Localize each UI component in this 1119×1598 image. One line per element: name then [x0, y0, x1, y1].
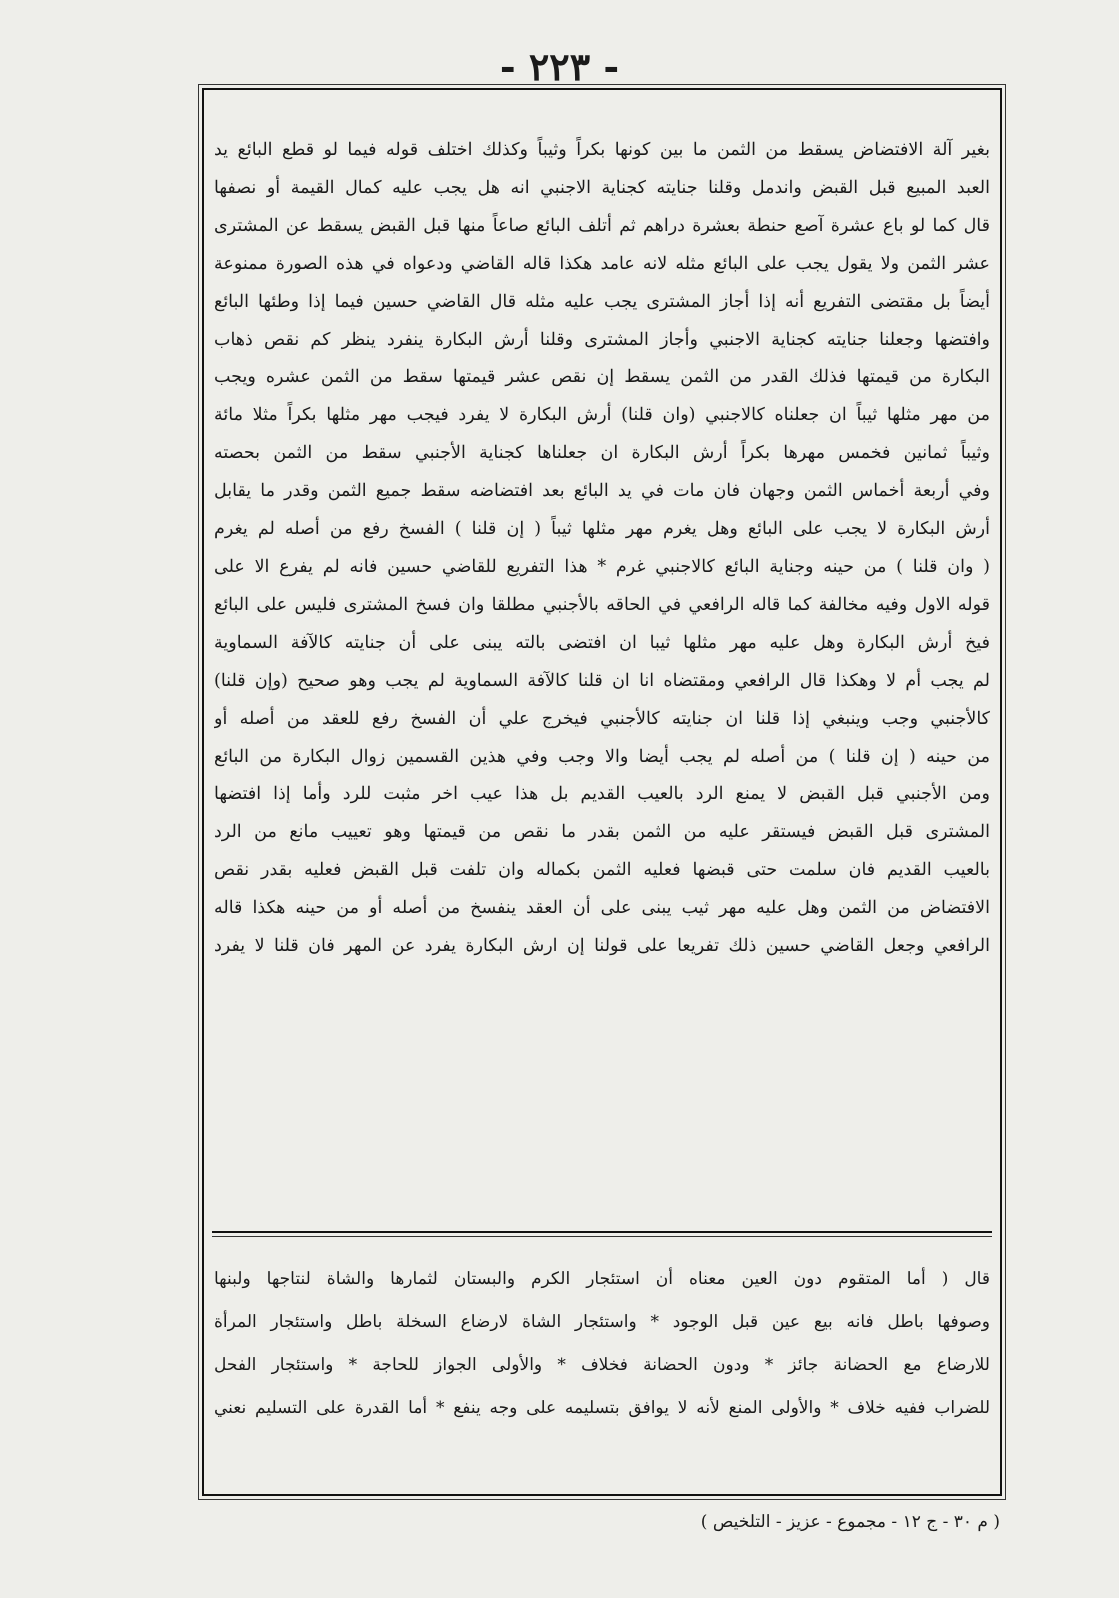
text-line: قوله الاول وفيه مخالفة كما قاله الرافعي في الحاقه بالأجنبي مطلقا وان فسخ المشترى فليس على البائع	[214, 594, 990, 615]
text-line: الافتضاض من الثمن وهل عليه مهر ثيب يبنى على أن العقد ينفسخ من أصله أو من حينه هكذا قاله	[214, 898, 990, 919]
text-line: بالعيب القديم فان سلمت حتى قبضها فعليه الثمن بكماله وان تلفت قبل القبض فعليه بقدر نقص	[214, 860, 990, 881]
section-divider	[212, 1236, 992, 1237]
text-line: قال كما لو باع عشرة آصع حنطة بعشرة دراهم ثم أتلف البائع صاعاً منها قبل القبض يسقط عن المشترى	[214, 215, 990, 236]
page-number: - ٢٢٣ -	[499, 44, 620, 89]
text-line: لم يجب أم لا وهكذا قال الرافعي ومقتضاه انا ان قلنا كالآفة السماوية لم يجب وهو صحيح (وإن قلنا)	[214, 670, 990, 691]
text-line: فيخ أرش البكارة وهل عليه مهر مثلها ثيبا ان افتضى بالته يبنى على أن جنايته كالآفة السماوية	[214, 632, 990, 653]
text-line: العبد المبيع قبل القبض واندمل وقلنا جنايته كجناية الاجنبي انه هل يجب عليه كمال القيمة أو نصفها	[214, 177, 990, 198]
text-line: المشترى قبل القبض فيستقر عليه من الثمن بقدر ما نقص من قيمتها وهو تعييب مانع من الرد	[214, 822, 990, 843]
text-line: ومن الأجنبي قبل القبض لا يمنع الرد بالعيب القديم بل هذا عيب اخر مثبت للرد وأما إذا افتضها	[214, 784, 990, 805]
section-divider	[212, 1231, 992, 1233]
main-text-block	[214, 132, 990, 966]
footnote-line: للضراب ففيه خلاف * والأولى المنع لأنه لا يوافق بتسليمه على وجه ينفع * أما القدرة على التسليم نعني	[214, 1398, 990, 1418]
text-line: وثيباً ثمانين فخمس مهرها بكراً أرش البكارة ان جعلناها كجناية الأجنبي سقط من الثمن بحصته	[214, 443, 990, 464]
text-line: ( وان قلنا ) من حينه وجناية البائع كالاجنبي غرم * هذا التفريع للقاضي حسين فانه لم يفرع الا على	[214, 556, 990, 577]
text-line: أيضاً بل مقتضى التفريع أنه إذا أجاز المشترى يجب عليه مثله قال القاضي حسين فيما إذا وطئها البائع	[214, 291, 990, 312]
text-line: بغير آلة الافتضاض يسقط من الثمن ما بين كونها بكراً وثيباً وكذلك اختلف قوله فيما لو قطع البائع يد	[214, 140, 990, 160]
text-line: كالأجنبي وجب وينبغي إذا قلنا ان جنايته كالأجنبي فيخرج علي أن الفسخ رفع للعقد من أصله أو	[214, 708, 990, 729]
text-line: الرافعي وجعل القاضي حسين ذلك تفريعا على قولنا إن ارش البكارة يفرد عن المهر فان قلنا لا يفرد	[214, 936, 990, 957]
printer-signature: ( م ٣٠ - ج ١٢ - مجموع - عزيز - التلخيص )	[700, 1512, 1000, 1532]
text-line: وافتضها وجعلنا جنايته كجناية الاجنبي وأجاز المشترى وقلنا أرش البكارة ينفرد ينظر كم نقص ذهاب	[214, 329, 990, 350]
text-line: من مهر مثلها ثيباً ان جعلناه كالاجنبي (وان قلنا) أرش البكارة لا يفرد فيجب مهر مثلها بكراً مثلا مائة	[214, 405, 990, 426]
text-line: البكارة من قيمتها فذلك القدر من الثمن يسقط إن نقص عشر قيمتها سقط من الثمن عشره ويجب	[214, 367, 990, 388]
text-line: من حينه ( إن قلنا ) من أصله لم يجب أيضا والا وجب وفي هذين القسمين زوال البكارة من البائع	[214, 746, 990, 767]
footnote-line: قال ( أما المتقوم دون العين معناه أن استئجار الكرم والبستان لثمارها والشاة لنتاجها ولبنها	[214, 1269, 990, 1289]
text-line: أرش البكارة لا يجب على البائع وهل يغرم مهر مثلها ثيباً ( إن قلنا ) الفسخ رفع من أصله لم يغرم	[214, 519, 990, 540]
footnote-line: للارضاع مع الحضانة جائز * ودون الحضانة فخلاف * والأولى الجواز للحاجة * واستئجار الفحل	[214, 1355, 990, 1375]
footnote-line: وصوفها باطل فانه بيع عين قبل الوجود * واستئجار الشاة لارضاع السخلة باطل واستئجار المرأة	[214, 1312, 990, 1332]
text-line: عشر الثمن ولا يقول يجب على البائع مثله لانه عامد هكذا قاله القاضي ودعواه في هذه الصورة ممنوعة	[214, 253, 990, 274]
text-line: وفي أربعة أخماس الثمن وجهان فان مات في يد البائع بعد افتضاضه سقط جميع الثمن وقدر ما يقابل	[214, 481, 990, 502]
footnote-block	[214, 1258, 990, 1430]
